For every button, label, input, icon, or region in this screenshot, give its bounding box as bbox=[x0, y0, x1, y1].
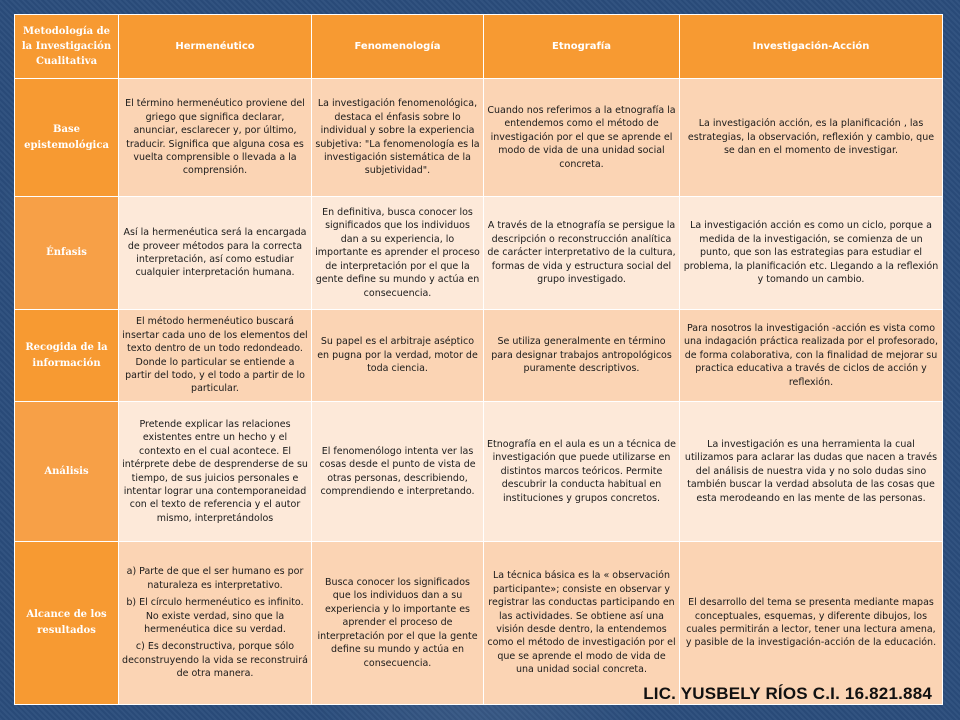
cell-recogida-investigacion-accion: Para nosotros la investigación -acción es vista como una indagación práctica realizada por el profesorado, de forma colaborativa, con la finalidad de mejorar su practica educativa a través de ciclos de acción y reflexión. bbox=[680, 310, 943, 402]
cell-enfasis-etnografia: A través de la etnografía se persigue la descripción o reconstrucción analítica de carácter interpretativo de la cultura, formas de vida y estructura social del grupo investigado. bbox=[484, 197, 680, 310]
cell-enfasis-investigacion-accion: La investigación acción es como un ciclo, porque a medida de la investigación, se comienza de un punto, que son las estrategias para estudiar el problema, la planificación etc. Llegando a la reflexión y tomando un cambio. bbox=[680, 197, 943, 310]
cell-base-hermeneutico: El término hermenéutico proviene del griego que significa declarar, anunciar, esclarecer y, por último, traducir. Significa que alguna cosa es vuelta comprensible o llevada a la comprensión. bbox=[119, 79, 312, 197]
header-metodologia: Metodología de la Investigación Cualitativa bbox=[15, 15, 119, 79]
header-hermeneutico: Hermenéutico bbox=[119, 15, 312, 79]
cell-base-fenomenologia: La investigación fenomenológica, destaca el énfasis sobre lo individual y sobre la experiencia subjetiva: "La fenomenología es la investigación sistemática de la subjetividad". bbox=[312, 79, 484, 197]
row-label-base-epistemologica: Base epistemológica bbox=[15, 79, 119, 197]
header-row bbox=[15, 15, 943, 79]
cell-base-etnografia: Cuando nos referimos a la etnografía la entendemos como el método de investigación por el que se aprende el modo de vida de una unidad social concreta. bbox=[484, 79, 680, 197]
cell-alcance-investigacion-accion: El desarrollo del tema se presenta mediante mapas conceptuales, esquemas, y diferente dibujos, los cuales permitirán a lector, tener una lectura amena, y pasible de la investigación-acción de la educación. bbox=[680, 542, 943, 705]
row-label-analisis: Análisis bbox=[15, 402, 119, 542]
row-alcance-resultados bbox=[15, 542, 943, 705]
row-base-epistemologica bbox=[15, 79, 943, 197]
cell-analisis-fenomenologia: El fenomenólogo intenta ver las cosas desde el punto de vista de otras personas, describiendo, comprendiendo e interpretando. bbox=[312, 402, 484, 542]
cell-analisis-etnografia: Etnografía en el aula es un a técnica de investigación que puede utilizarse en distintos marcos teóricos. Permite descubrir la conducta habitual en instituciones y grupos concretos. bbox=[484, 402, 680, 542]
row-analisis bbox=[15, 402, 943, 542]
alcance-item-a: a) Parte de que el ser humano es por naturaleza es interpretativo. bbox=[126, 566, 304, 591]
cell-alcance-hermeneutico bbox=[119, 542, 312, 705]
cell-recogida-fenomenologia: Su papel es el arbitraje aséptico en pugna por la verdad, motor de toda ciencia. bbox=[312, 310, 484, 402]
header-investigacion-accion: Investigación-Acción bbox=[680, 15, 943, 79]
cell-alcance-fenomenologia: Busca conocer los significados que los individuos dan a su experiencia y lo importante es aprender el proceso de interpretación por el que la gente define su mundo y actúa en consecuencia. bbox=[312, 542, 484, 705]
cell-enfasis-fenomenologia: En definitiva, busca conocer los significados que los individuos dan a su experiencia, lo importante es aprender el proceso de interpretación por el que la gente define su mundo y actúa en consecuencia. bbox=[312, 197, 484, 310]
cell-enfasis-hermeneutico: Así la hermenéutica será la encargada de proveer métodos para la correcta interpretación, así como estudiar cualquier interpretación humana. bbox=[119, 197, 312, 310]
row-label-alcance-resultados: Alcance de los resultados bbox=[15, 542, 119, 705]
cell-analisis-investigacion-accion: La investigación es una herramienta la cual utilizamos para aclarar las dudas que nacen a través del análisis de nuestra vida y no solo dudas sino también buscar la verdad absoluta de las cosas que esta merodeando en las mente de las personas. bbox=[680, 402, 943, 542]
alcance-item-b: b) El círculo hermenéutico es infinito. No existe verdad, sino que la hermenéutica dice su verdad. bbox=[126, 597, 304, 635]
cell-recogida-hermeneutico: El método hermenéutico buscará insertar cada uno de los elementos del texto dentro de un todo redondeado. Donde lo particular se entiende a partir del todo, y el todo a partir de lo particular. bbox=[119, 310, 312, 402]
cell-base-investigacion-accion: La investigación acción, es la planificación , las estrategias, la observación, reflexión y cambio, que se dan en el momento de investigar. bbox=[680, 79, 943, 197]
cell-analisis-hermeneutico: Pretende explicar las relaciones existentes entre un hecho y el contexto en el cual acontece. El intérprete debe de desprenderse de su tiempo, de sus juicios personales e intentar lograr una contemporaneidad con el texto de referencia y el autor mismo, interpretándolos bbox=[119, 402, 312, 542]
cell-recogida-etnografia: Se utiliza generalmente en término para designar trabajos antropológicos puramente descriptivos. bbox=[484, 310, 680, 402]
row-label-recogida-informacion: Recogida de la información bbox=[15, 310, 119, 402]
row-recogida-informacion bbox=[15, 310, 943, 402]
comparison-table bbox=[14, 14, 943, 705]
row-label-enfasis: Énfasis bbox=[15, 197, 119, 310]
header-etnografia: Etnografía bbox=[484, 15, 680, 79]
row-enfasis bbox=[15, 197, 943, 310]
author-credit: LIC. YUSBELY RÍOS C.I. 16.821.884 bbox=[643, 684, 932, 703]
cell-alcance-etnografia: La técnica básica es la « observación participante»; consiste en observar y registrar las conductas participando en las actividades. Se obtiene así una visión desde dentro, la entendemos como el método de investigación por el que se aprende el modo de vida de una unidad social concreta. bbox=[484, 542, 680, 705]
alcance-item-c: c) Es deconstructiva, porque sólo deconstruyendo la vida se reconstruirá de otra manera. bbox=[122, 641, 308, 680]
header-fenomenologia: Fenomenología bbox=[312, 15, 484, 79]
